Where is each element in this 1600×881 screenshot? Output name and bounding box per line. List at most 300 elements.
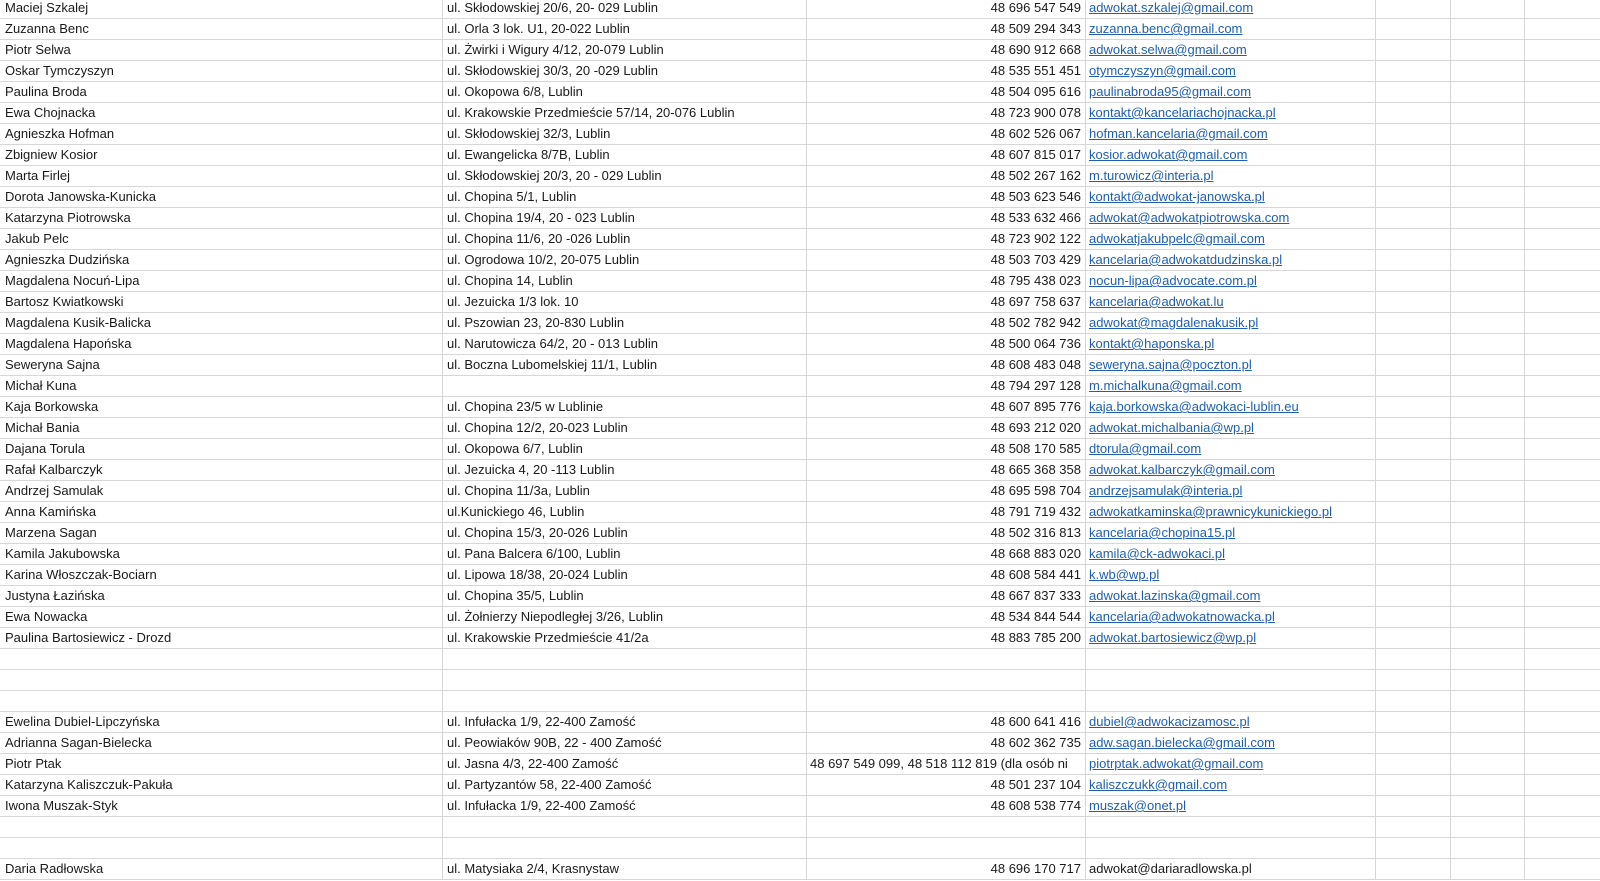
email-link[interactable]: andrzejsamulak@interia.pl (1089, 483, 1243, 498)
empty-cell[interactable] (1525, 460, 1600, 480)
address-cell[interactable]: ul. Pszowian 23, 20-830 Lublin (443, 313, 807, 333)
address-cell[interactable]: ul. Orla 3 lok. U1, 20-022 Lublin (443, 19, 807, 39)
empty-cell[interactable] (1376, 229, 1451, 249)
empty-cell[interactable] (1376, 250, 1451, 270)
phone-cell[interactable]: 48 665 368 358 (807, 460, 1086, 480)
email-link[interactable]: kaja.borkowska@adwokaci-lublin.eu (1089, 399, 1299, 414)
email-cell[interactable] (1086, 19, 1376, 39)
email-cell[interactable] (1086, 628, 1376, 648)
empty-cell[interactable] (1451, 838, 1525, 858)
name-cell[interactable]: Piotr Ptak (0, 754, 443, 774)
address-cell[interactable]: ul. Żołnierzy Niepodległej 3/26, Lublin (443, 607, 807, 627)
empty-cell[interactable] (1525, 271, 1600, 291)
empty-cell[interactable] (1525, 796, 1600, 816)
empty-cell[interactable] (1376, 397, 1451, 417)
empty-cell[interactable] (1376, 481, 1451, 501)
empty-cell[interactable] (1451, 733, 1525, 753)
phone-cell[interactable]: 48 602 526 067 (807, 124, 1086, 144)
empty-cell[interactable] (1525, 229, 1600, 249)
email-link[interactable]: adw.sagan.bielecka@gmail.com (1089, 735, 1275, 750)
empty-cell[interactable] (1525, 859, 1600, 879)
empty-cell[interactable] (1376, 334, 1451, 354)
empty-cell[interactable] (1376, 208, 1451, 228)
email-cell[interactable] (1086, 61, 1376, 81)
phone-cell[interactable]: 48 504 095 616 (807, 82, 1086, 102)
phone-cell[interactable]: 48 508 170 585 (807, 439, 1086, 459)
empty-cell[interactable] (1525, 166, 1600, 186)
name-cell[interactable]: Katarzyna Piotrowska (0, 208, 443, 228)
empty-cell[interactable] (1376, 628, 1451, 648)
email-link[interactable]: adwokatjakubpelc@gmail.com (1089, 231, 1265, 246)
email-cell[interactable] (1086, 397, 1376, 417)
empty-cell[interactable] (1451, 565, 1525, 585)
name-cell[interactable]: Zbigniew Kosior (0, 145, 443, 165)
empty-cell[interactable] (1376, 460, 1451, 480)
email-cell[interactable] (1086, 838, 1376, 858)
empty-cell[interactable] (1525, 775, 1600, 795)
empty-cell[interactable] (1525, 82, 1600, 102)
empty-cell[interactable] (1525, 0, 1600, 18)
email-link[interactable]: kaliszczukk@gmail.com (1089, 777, 1228, 792)
address-cell[interactable]: ul. Chopina 5/1, Lublin (443, 187, 807, 207)
address-cell[interactable]: ul. Lipowa 18/38, 20-024 Lublin (443, 565, 807, 585)
address-cell[interactable]: ul. Peowiaków 90B, 22 - 400 Zamość (443, 733, 807, 753)
phone-cell[interactable]: 48 607 895 776 (807, 397, 1086, 417)
empty-cell[interactable] (1525, 40, 1600, 60)
address-cell[interactable]: ul. Skłodowskiej 32/3, Lublin (443, 124, 807, 144)
name-cell[interactable]: Iwona Muszak-Styk (0, 796, 443, 816)
email-cell[interactable] (1086, 796, 1376, 816)
empty-cell[interactable] (1376, 586, 1451, 606)
email-link[interactable]: dtorula@gmail.com (1089, 441, 1202, 456)
empty-cell[interactable] (1376, 40, 1451, 60)
email-link[interactable]: adwokat.selwa@gmail.com (1089, 42, 1247, 57)
email-cell[interactable] (1086, 439, 1376, 459)
address-cell[interactable]: ul. Chopina 19/4, 20 - 023 Lublin (443, 208, 807, 228)
address-cell[interactable]: ul.Kunickiego 46, Lublin (443, 502, 807, 522)
email-cell[interactable] (1086, 712, 1376, 732)
empty-cell[interactable] (1525, 670, 1600, 690)
empty-cell[interactable] (1451, 502, 1525, 522)
email-cell[interactable] (1086, 418, 1376, 438)
empty-cell[interactable] (1451, 0, 1525, 18)
name-cell[interactable]: Seweryna Sajna (0, 355, 443, 375)
phone-cell[interactable] (807, 838, 1086, 858)
empty-cell[interactable] (1525, 502, 1600, 522)
empty-cell[interactable] (1376, 82, 1451, 102)
empty-cell[interactable] (1451, 691, 1525, 711)
phone-cell[interactable]: 48 602 362 735 (807, 733, 1086, 753)
address-cell[interactable]: ul. Skłodowskiej 20/3, 20 - 029 Lublin (443, 166, 807, 186)
phone-cell[interactable]: 48 607 815 017 (807, 145, 1086, 165)
email-link[interactable]: adwokatkaminska@prawnicykunickiego.pl (1089, 504, 1332, 519)
name-cell[interactable]: Maciej Szkalej (0, 0, 443, 18)
address-cell[interactable]: ul. Żwirki i Wigury 4/12, 20-079 Lublin (443, 40, 807, 60)
empty-cell[interactable] (1376, 796, 1451, 816)
name-cell[interactable]: Ewa Nowacka (0, 607, 443, 627)
empty-cell[interactable] (1376, 439, 1451, 459)
empty-cell[interactable] (1376, 523, 1451, 543)
empty-cell[interactable] (1525, 418, 1600, 438)
empty-cell[interactable] (1376, 712, 1451, 732)
email-link[interactable]: adwokat.szkalej@gmail.com (1089, 0, 1254, 15)
phone-cell[interactable]: 48 723 902 122 (807, 229, 1086, 249)
email-cell[interactable] (1086, 691, 1376, 711)
empty-cell[interactable] (1525, 145, 1600, 165)
email-cell[interactable] (1086, 670, 1376, 690)
name-cell[interactable]: Michał Kuna (0, 376, 443, 396)
email-link[interactable]: piotrptak.adwokat@gmail.com (1089, 756, 1264, 771)
empty-cell[interactable] (1451, 481, 1525, 501)
empty-cell[interactable] (1451, 376, 1525, 396)
empty-cell[interactable] (1451, 775, 1525, 795)
address-cell[interactable] (443, 649, 807, 669)
empty-cell[interactable] (1525, 481, 1600, 501)
email-link[interactable]: kontakt@haponska.pl (1089, 336, 1215, 351)
empty-cell[interactable] (1525, 586, 1600, 606)
empty-cell[interactable] (1376, 775, 1451, 795)
phone-cell[interactable]: 48 608 584 441 (807, 565, 1086, 585)
name-cell[interactable]: Dajana Torula (0, 439, 443, 459)
email-link[interactable]: kancelaria@adwokat.lu (1089, 294, 1224, 309)
email-cell[interactable] (1086, 754, 1376, 774)
email-link[interactable]: k.wb@wp.pl (1089, 567, 1160, 582)
name-cell[interactable]: Paulina Bartosiewicz - Drozd (0, 628, 443, 648)
name-cell[interactable]: Agnieszka Dudzińska (0, 250, 443, 270)
name-cell[interactable]: Paulina Broda (0, 82, 443, 102)
email-cell[interactable] (1086, 0, 1376, 18)
email-link[interactable]: kancelaria@adwokatdudzinska.pl (1089, 252, 1283, 267)
email-cell[interactable] (1086, 481, 1376, 501)
empty-cell[interactable] (1451, 859, 1525, 879)
phone-cell[interactable]: 48 502 316 813 (807, 523, 1086, 543)
empty-cell[interactable] (1376, 817, 1451, 837)
empty-cell[interactable] (1451, 103, 1525, 123)
address-cell[interactable]: ul. Ewangelicka 8/7B, Lublin (443, 145, 807, 165)
name-cell[interactable]: Zuzanna Benc (0, 19, 443, 39)
empty-cell[interactable] (1451, 712, 1525, 732)
email-link[interactable]: adwokat@adwokatpiotrowska.com (1089, 210, 1290, 225)
address-cell[interactable]: ul. Narutowicza 64/2, 20 - 013 Lublin (443, 334, 807, 354)
empty-cell[interactable] (1525, 208, 1600, 228)
empty-cell[interactable] (1451, 166, 1525, 186)
address-cell[interactable]: ul. Chopina 11/3a, Lublin (443, 481, 807, 501)
empty-cell[interactable] (1451, 460, 1525, 480)
phone-cell[interactable]: 48 608 483 048 (807, 355, 1086, 375)
name-cell[interactable]: Agnieszka Hofman (0, 124, 443, 144)
empty-cell[interactable] (1451, 292, 1525, 312)
email-link[interactable]: adwokat@magdalenakusik.pl (1089, 315, 1259, 330)
address-cell[interactable]: ul. Krakowskie Przedmieście 41/2a (443, 628, 807, 648)
empty-cell[interactable] (1376, 0, 1451, 18)
phone-cell[interactable]: 48 502 267 162 (807, 166, 1086, 186)
name-cell[interactable]: Rafał Kalbarczyk (0, 460, 443, 480)
email-link[interactable]: kontakt@kancelariachojnacka.pl (1089, 105, 1276, 120)
empty-cell[interactable] (1451, 40, 1525, 60)
email-cell[interactable] (1086, 733, 1376, 753)
name-cell[interactable]: Piotr Selwa (0, 40, 443, 60)
empty-cell[interactable] (1525, 19, 1600, 39)
address-cell[interactable]: ul. Okopowa 6/7, Lublin (443, 439, 807, 459)
email-link[interactable]: nocun-lipa@advocate.com.pl (1089, 273, 1257, 288)
email-cell[interactable] (1086, 565, 1376, 585)
address-cell[interactable]: ul. Matysiaka 2/4, Krasnystaw (443, 859, 807, 879)
email-cell[interactable] (1086, 166, 1376, 186)
phone-cell[interactable]: 48 794 297 128 (807, 376, 1086, 396)
empty-cell[interactable] (1525, 691, 1600, 711)
name-cell[interactable]: Ewa Chojnacka (0, 103, 443, 123)
phone-cell[interactable]: 48 500 064 736 (807, 334, 1086, 354)
name-cell[interactable]: Ewelina Dubiel-Lipczyńska (0, 712, 443, 732)
address-cell[interactable]: ul. Boczna Lubomelskiej 11/1, Lublin (443, 355, 807, 375)
address-cell[interactable]: ul. Chopina 12/2, 20-023 Lublin (443, 418, 807, 438)
empty-cell[interactable] (1525, 544, 1600, 564)
empty-cell[interactable] (1451, 355, 1525, 375)
name-cell[interactable]: Dorota Janowska-Kunicka (0, 187, 443, 207)
address-cell[interactable]: ul. Skłodowskiej 30/3, 20 -029 Lublin (443, 61, 807, 81)
name-cell[interactable]: Bartosz Kwiatkowski (0, 292, 443, 312)
email-cell[interactable] (1086, 250, 1376, 270)
email-cell[interactable] (1086, 502, 1376, 522)
email-cell[interactable] (1086, 187, 1376, 207)
address-cell[interactable] (443, 670, 807, 690)
empty-cell[interactable] (1525, 124, 1600, 144)
empty-cell[interactable] (1451, 313, 1525, 333)
phone-cell[interactable]: 48 697 549 099, 48 518 112 819 (dla osób ni (807, 754, 1086, 774)
address-cell[interactable]: ul. Chopina 23/5 w Lublinie (443, 397, 807, 417)
phone-cell[interactable]: 48 535 551 451 (807, 61, 1086, 81)
phone-cell[interactable]: 48 795 438 023 (807, 271, 1086, 291)
email-cell[interactable] (1086, 208, 1376, 228)
empty-cell[interactable] (1451, 271, 1525, 291)
empty-cell[interactable] (1451, 523, 1525, 543)
address-cell[interactable]: ul. Chopina 15/3, 20-026 Lublin (443, 523, 807, 543)
email-link[interactable]: zuzanna.benc@gmail.com (1089, 21, 1243, 36)
name-cell[interactable] (0, 649, 443, 669)
email-link[interactable]: m.turowicz@interia.pl (1089, 168, 1214, 183)
empty-cell[interactable] (1525, 439, 1600, 459)
empty-cell[interactable] (1376, 292, 1451, 312)
address-cell[interactable] (443, 376, 807, 396)
empty-cell[interactable] (1451, 19, 1525, 39)
empty-cell[interactable] (1525, 355, 1600, 375)
empty-cell[interactable] (1376, 418, 1451, 438)
phone-cell[interactable]: 48 608 538 774 (807, 796, 1086, 816)
address-cell[interactable]: ul. Okopowa 6/8, Lublin (443, 82, 807, 102)
address-cell[interactable]: ul. Krakowskie Przedmieście 57/14, 20-076 Lublin (443, 103, 807, 123)
empty-cell[interactable] (1451, 670, 1525, 690)
email-cell[interactable] (1086, 544, 1376, 564)
name-cell[interactable]: Jakub Pelc (0, 229, 443, 249)
empty-cell[interactable] (1525, 838, 1600, 858)
address-cell[interactable]: ul. Jezuicka 4, 20 -113 Lublin (443, 460, 807, 480)
phone-cell[interactable]: 48 723 900 078 (807, 103, 1086, 123)
phone-cell[interactable] (807, 817, 1086, 837)
address-cell[interactable]: ul. Infułacka 1/9, 22-400 Zamość (443, 712, 807, 732)
empty-cell[interactable] (1376, 859, 1451, 879)
phone-cell[interactable]: 48 791 719 432 (807, 502, 1086, 522)
phone-cell[interactable]: 48 697 758 637 (807, 292, 1086, 312)
empty-cell[interactable] (1376, 649, 1451, 669)
phone-cell[interactable]: 48 533 632 466 (807, 208, 1086, 228)
empty-cell[interactable] (1376, 187, 1451, 207)
email-link[interactable]: dubiel@adwokacizamosc.pl (1089, 714, 1250, 729)
email-cell[interactable] (1086, 292, 1376, 312)
name-cell[interactable]: Magdalena Hapońska (0, 334, 443, 354)
empty-cell[interactable] (1451, 229, 1525, 249)
phone-cell[interactable]: 48 503 703 429 (807, 250, 1086, 270)
empty-cell[interactable] (1451, 607, 1525, 627)
empty-cell[interactable] (1525, 376, 1600, 396)
empty-cell[interactable] (1376, 691, 1451, 711)
phone-cell[interactable]: 48 668 883 020 (807, 544, 1086, 564)
empty-cell[interactable] (1376, 355, 1451, 375)
email-link[interactable]: kancelaria@adwokatnowacka.pl (1089, 609, 1275, 624)
address-cell[interactable]: ul. Partyzantów 58, 22-400 Zamość (443, 775, 807, 795)
empty-cell[interactable] (1451, 397, 1525, 417)
empty-cell[interactable] (1451, 439, 1525, 459)
email-cell[interactable]: adwokat@dariaradlowska.pl (1086, 859, 1376, 879)
email-link[interactable]: kontakt@adwokat-janowska.pl (1089, 189, 1265, 204)
email-cell[interactable] (1086, 355, 1376, 375)
email-cell[interactable] (1086, 376, 1376, 396)
empty-cell[interactable] (1376, 313, 1451, 333)
address-cell[interactable] (443, 817, 807, 837)
empty-cell[interactable] (1525, 187, 1600, 207)
empty-cell[interactable] (1451, 124, 1525, 144)
email-link[interactable]: kancelaria@chopina15.pl (1089, 525, 1236, 540)
empty-cell[interactable] (1376, 376, 1451, 396)
address-cell[interactable]: ul. Ogrodowa 10/2, 20-075 Lublin (443, 250, 807, 270)
empty-cell[interactable] (1376, 607, 1451, 627)
email-link[interactable]: m.michalkuna@gmail.com (1089, 378, 1242, 393)
empty-cell[interactable] (1525, 334, 1600, 354)
phone-cell[interactable]: 48 509 294 343 (807, 19, 1086, 39)
empty-cell[interactable] (1525, 733, 1600, 753)
empty-cell[interactable] (1525, 649, 1600, 669)
email-cell[interactable] (1086, 607, 1376, 627)
address-cell[interactable]: ul. Chopina 35/5, Lublin (443, 586, 807, 606)
empty-cell[interactable] (1451, 754, 1525, 774)
email-cell[interactable] (1086, 817, 1376, 837)
phone-cell[interactable]: 48 695 598 704 (807, 481, 1086, 501)
address-cell[interactable]: ul. Skłodowskiej 20/6, 20- 029 Lublin (443, 0, 807, 18)
address-cell[interactable] (443, 838, 807, 858)
empty-cell[interactable] (1376, 544, 1451, 564)
empty-cell[interactable] (1376, 565, 1451, 585)
address-cell[interactable]: ul. Chopina 11/6, 20 -026 Lublin (443, 229, 807, 249)
email-cell[interactable] (1086, 334, 1376, 354)
phone-cell[interactable]: 48 600 641 416 (807, 712, 1086, 732)
empty-cell[interactable] (1451, 544, 1525, 564)
email-link[interactable]: seweryna.sajna@poczton.pl (1089, 357, 1252, 372)
name-cell[interactable]: Andrzej Samulak (0, 481, 443, 501)
name-cell[interactable]: Marzena Sagan (0, 523, 443, 543)
empty-cell[interactable] (1451, 208, 1525, 228)
name-cell[interactable]: Magdalena Nocuń-Lipa (0, 271, 443, 291)
empty-cell[interactable] (1525, 817, 1600, 837)
empty-cell[interactable] (1451, 334, 1525, 354)
empty-cell[interactable] (1451, 418, 1525, 438)
empty-cell[interactable] (1525, 61, 1600, 81)
phone-cell[interactable] (807, 649, 1086, 669)
name-cell[interactable]: Kaja Borkowska (0, 397, 443, 417)
phone-cell[interactable] (807, 670, 1086, 690)
phone-cell[interactable] (807, 691, 1086, 711)
empty-cell[interactable] (1376, 733, 1451, 753)
email-link[interactable]: adwokat.michalbania@wp.pl (1089, 420, 1254, 435)
empty-cell[interactable] (1376, 670, 1451, 690)
empty-cell[interactable] (1525, 523, 1600, 543)
email-link[interactable]: adwokat.kalbarczyk@gmail.com (1089, 462, 1275, 477)
empty-cell[interactable] (1525, 712, 1600, 732)
empty-cell[interactable] (1451, 586, 1525, 606)
email-link[interactable]: muszak@onet.pl (1089, 798, 1187, 813)
address-cell[interactable]: ul. Infułacka 1/9, 22-400 Zamość (443, 796, 807, 816)
email-cell[interactable] (1086, 460, 1376, 480)
name-cell[interactable] (0, 691, 443, 711)
phone-cell[interactable]: 48 501 237 104 (807, 775, 1086, 795)
phone-cell[interactable]: 48 534 844 544 (807, 607, 1086, 627)
empty-cell[interactable] (1451, 649, 1525, 669)
empty-cell[interactable] (1525, 628, 1600, 648)
email-cell[interactable] (1086, 313, 1376, 333)
email-link[interactable]: adwokat.lazinska@gmail.com (1089, 588, 1261, 603)
empty-cell[interactable] (1451, 82, 1525, 102)
empty-cell[interactable] (1376, 145, 1451, 165)
name-cell[interactable] (0, 838, 443, 858)
empty-cell[interactable] (1376, 103, 1451, 123)
empty-cell[interactable] (1451, 187, 1525, 207)
empty-cell[interactable] (1525, 607, 1600, 627)
email-cell[interactable] (1086, 82, 1376, 102)
email-link[interactable]: otymczyszyn@gmail.com (1089, 63, 1236, 78)
empty-cell[interactable] (1451, 628, 1525, 648)
empty-cell[interactable] (1376, 502, 1451, 522)
email-link[interactable]: adwokat.bartosiewicz@wp.pl (1089, 630, 1257, 645)
empty-cell[interactable] (1525, 250, 1600, 270)
empty-cell[interactable] (1376, 271, 1451, 291)
empty-cell[interactable] (1451, 796, 1525, 816)
name-cell[interactable]: Michał Bania (0, 418, 443, 438)
empty-cell[interactable] (1451, 250, 1525, 270)
email-cell[interactable] (1086, 775, 1376, 795)
phone-cell[interactable]: 48 502 782 942 (807, 313, 1086, 333)
empty-cell[interactable] (1376, 61, 1451, 81)
address-cell[interactable]: ul. Chopina 14, Lublin (443, 271, 807, 291)
empty-cell[interactable] (1525, 754, 1600, 774)
email-cell[interactable] (1086, 145, 1376, 165)
empty-cell[interactable] (1376, 754, 1451, 774)
phone-cell[interactable]: 48 667 837 333 (807, 586, 1086, 606)
email-link[interactable]: kamila@ck-adwokaci.pl (1089, 546, 1226, 561)
email-cell[interactable] (1086, 103, 1376, 123)
empty-cell[interactable] (1525, 313, 1600, 333)
name-cell[interactable]: Kamila Jakubowska (0, 544, 443, 564)
empty-cell[interactable] (1525, 103, 1600, 123)
email-cell[interactable] (1086, 586, 1376, 606)
empty-cell[interactable] (1451, 145, 1525, 165)
name-cell[interactable] (0, 670, 443, 690)
address-cell[interactable]: ul. Pana Balcera 6/100, Lublin (443, 544, 807, 564)
email-link[interactable]: paulinabroda95@gmail.com (1089, 84, 1252, 99)
name-cell[interactable]: Karina Włoszczak-Bociarn (0, 565, 443, 585)
phone-cell[interactable]: 48 503 623 546 (807, 187, 1086, 207)
email-cell[interactable] (1086, 229, 1376, 249)
empty-cell[interactable] (1376, 838, 1451, 858)
empty-cell[interactable] (1376, 19, 1451, 39)
empty-cell[interactable] (1525, 565, 1600, 585)
